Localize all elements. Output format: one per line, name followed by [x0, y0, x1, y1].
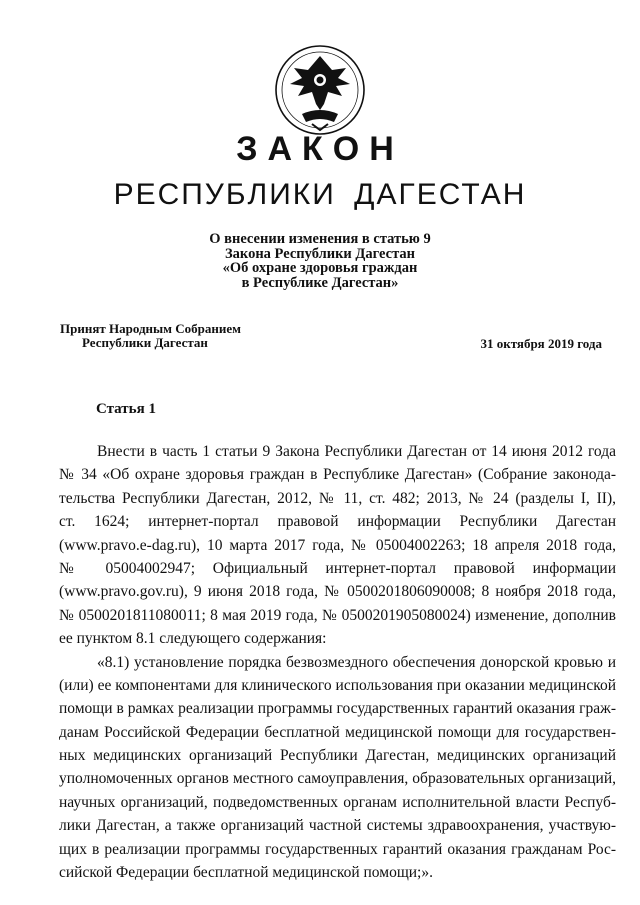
heading-line: О внесении изменения в статью 9 [209, 231, 431, 247]
body-line: тельства Республики Дагестан, 2012, № 11, ст. 482; 2013, № 24 (разделы I, II), [59, 489, 616, 507]
body-line: ее пунктом 8.1 следующего содержания: [59, 630, 327, 648]
heading-line: «Об охране здоровья граждан [222, 260, 418, 276]
adoption-info [60, 322, 241, 350]
body-line: данам Российской Федерации бесплатной медицинской помощи для государствен- [59, 723, 616, 741]
body-line: ных медицинских организаций Республики Дагестан, медицинских организаций [59, 747, 616, 765]
article-body [59, 440, 616, 884]
adoption-date: 31 октября 2019 года [480, 336, 602, 351]
body-line: лики Дагестан, а также организаций частной системы здравоохранения, участвую- [59, 817, 616, 835]
heading-line: Закона Республики Дагестан [225, 245, 415, 262]
body-line: помощи в рамках реализации программы государственных гарантий оказания граж- [59, 700, 616, 718]
body-line: ст. 1624; интернет-портал правовой информации Республики Дагестан [59, 513, 616, 531]
body-line: уполномоченных органов местного самоуправления, образовательных организаций, [59, 770, 616, 788]
heading-line: в Республике Дагестан» [241, 274, 399, 291]
body-line: щих в реализации программы государственных гарантий оказания гражданам Рос- [59, 840, 616, 858]
body-line: № 05004002947; Официальный интернет-портал правовой информации [59, 559, 616, 577]
article-title: Статья 1 [96, 401, 156, 417]
law-title: ЗАКОН [236, 130, 404, 168]
body-line: (www.pravo.e-dag.ru), 10 марта 2017 года, № 05004002263; 18 апреля 2018 года, [59, 536, 616, 554]
body-line: (или) ее компонентами для клинического использования при оказании медицинской [59, 676, 616, 694]
body-line: (www.pravo.gov.ru), 9 июня 2018 года, № 0500201806090008; 8 ноября 2018 года, [59, 583, 616, 601]
body-line: № 0500201811080011; 8 мая 2019 года, № 0500201905080024) изменение, дополнив [59, 606, 616, 624]
body-line: «8.1) установление порядка безвозмездного обеспечения донорской кровью и [97, 653, 616, 671]
document-heading [120, 232, 520, 290]
adoption-line-1: Принят Народным Собранием [60, 321, 242, 336]
body-line: № 34 «Об охране здоровья граждан в Республике Дагестан» (Собрание законода- [59, 466, 616, 484]
adoption-line-2: Республики Дагестан [82, 335, 208, 350]
coat-of-arms-emblem [272, 40, 368, 138]
body-line: сийской Федерации бесплатной медицинской помощи;». [59, 864, 433, 882]
law-subtitle: РЕСПУБЛИКИ ДАГЕСТАН [113, 178, 527, 211]
body-line: научных организаций, подведомственных органам исполнительной власти Респуб- [59, 793, 616, 811]
body-line: Внести в часть 1 статьи 9 Закона Республики Дагестан от 14 июня 2012 года [97, 443, 616, 460]
